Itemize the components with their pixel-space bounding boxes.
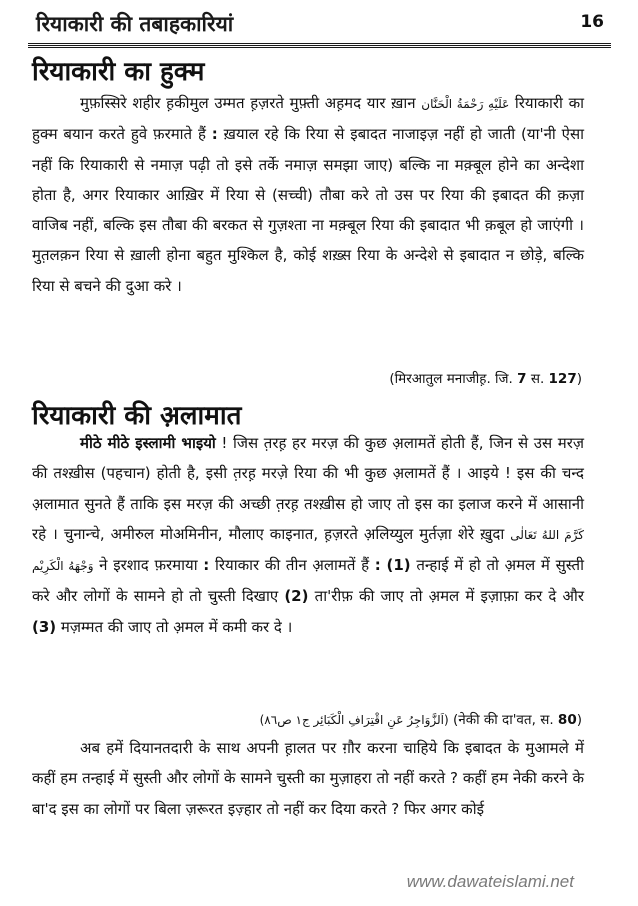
address-phrase: मीठे मीठे इस्लामी भाइयो xyxy=(80,434,216,452)
citation-page: 80 xyxy=(557,712,577,728)
text-run: ख़याल रहे कि रिया से इबादत नाजाइज़ नहीं हो जाती (या'नी ऐसा नहीं कि रियाकारी से नमाज़ पढ़ी तो इसे तर्के नमाज़ समझा जाए) बल्कि ना मक़्बूल होने का अन्देशा होता है, अगर रियाकार आख़िर में रिया से (सच्ची) तौबा करे तो उस पर रिया की इबादत की क़ज़ा वाजिब नहीं, बल्कि इस तौबा की बरकत से गुज़श्ता ना मक़्बूल रिया की इबादात भी क़बूल हो जाएंगी । मुत़लक़न रिया से ख़ाली होना बहुत मुश्किल है, कोई शख़्स रिया के अन्देशे से इबादात न छोड़े, बल्कि रिया से बचने की दुआ करे । xyxy=(32,125,585,295)
colon-mark: : xyxy=(211,125,218,144)
text-run: रियाकार की तीन अ़लामतें हैं xyxy=(209,556,375,575)
text-run: तन्हाई में हो तो अ़मल में सुस्ती करे और लोगों के सामने हो तो चुस्ती दिखाए xyxy=(32,556,584,606)
text-run: अब हमें दियानतदारी के साथ अपनी ह़ालत पर ग़ौर करना चाहिये कि इबादत के मुआमले में कहीं हम तन्हाई में सुस्ती और लोगों के सामने चुस्ती का मुज़ाहरा तो नहीं करते ? कहीं हम नेकी करने के बा'द इस का लोगों पर बिला ज़रूरत इज़्हार तो नहीं कर दिया करते ? फिर अगर कोई xyxy=(32,739,584,818)
list-number: (1) xyxy=(386,556,411,575)
colon-mark: : xyxy=(374,556,381,575)
header-rule xyxy=(28,43,611,48)
list-number: (2) xyxy=(284,587,309,606)
arabic-citation: (اَلزَّوَاجِرُ عَنِ اقْتِرَافِ الْكَبَائِر ج١ ص٨٦) xyxy=(259,713,449,727)
arabic-honorific: عَلَيْهِ رَحْمَةُ الْحَنَّان xyxy=(421,97,510,111)
list-number: (3) xyxy=(32,617,57,636)
text-run: रियाकारी का हुक्म बयान करते हुवे फ़रमाते हैं xyxy=(32,94,584,144)
text-run: ता'रीफ़ की जाए तो अ़मल में इज़ाफ़ा कर दे और xyxy=(308,587,584,606)
citation-volume: 7 xyxy=(517,371,527,387)
citation-text: (मिरआतुल मनाजीह़. जि. xyxy=(389,371,518,387)
text-run: ने इरशाद फ़रमाया xyxy=(93,556,204,575)
citation-page: 127 xyxy=(548,371,577,387)
text-run: ! जिस त़रह़ हर मरज़ की कुछ अ़लामतें होती हैं, जिन से उस मरज़ की तश्ख़ीस (पहचान) होती है, इसी त़रह़ मरज़े रिया की भी कुछ अ़लामतें हैं । आइये ! इस की चन्द अ़लामात सुनते हैं ताकि इस मरज़ की अच्छी त़रह़ तश्ख़ीस हो जाए तो इस का इलाज करने में आसानी रहे । चुनान्चे, अमीरुल मोअमिनीन, मौलाए काइनात, ह़ज़रते अ़लिय्युल मुर्तज़ा शेरे ख़ुदा xyxy=(32,434,584,543)
text-run: मज़म्मत की जाए तो अ़मल में कमी कर दे । xyxy=(56,617,293,636)
citation-text: (नेकी की दा'वत, स. xyxy=(448,712,558,728)
reference-citation-2 xyxy=(260,710,582,728)
text-run: मुफ़स्सिरे शहीर ह़कीमुल उम्मत ह़ज़रते मुफ़्ती अह़मद यार ख़ान xyxy=(80,94,422,112)
page-header xyxy=(28,8,608,42)
citation-text: स. xyxy=(526,371,549,387)
reference-citation xyxy=(389,369,582,387)
section-heading-signs: रियाकारी की अ़लामात xyxy=(32,401,242,431)
citation-text: ) xyxy=(576,371,582,387)
footer-website: www.dawateislami.net xyxy=(406,872,574,891)
running-title: रियाकारी की तबाहकारियां xyxy=(36,11,234,36)
paragraph-reflection xyxy=(32,733,584,824)
colon-mark: : xyxy=(203,556,210,575)
arabic-honorific: كَرَّمَ اللهُ تَعَالٰى وَجْهَهُ الْكَرِيْم xyxy=(32,527,585,574)
section-heading-ruling: रियाकारी का हुक्म xyxy=(32,57,205,87)
page-number: 16 xyxy=(580,12,604,32)
paragraph-ruling xyxy=(32,88,584,301)
citation-text: ) xyxy=(576,712,582,728)
paragraph-signs xyxy=(32,428,584,642)
